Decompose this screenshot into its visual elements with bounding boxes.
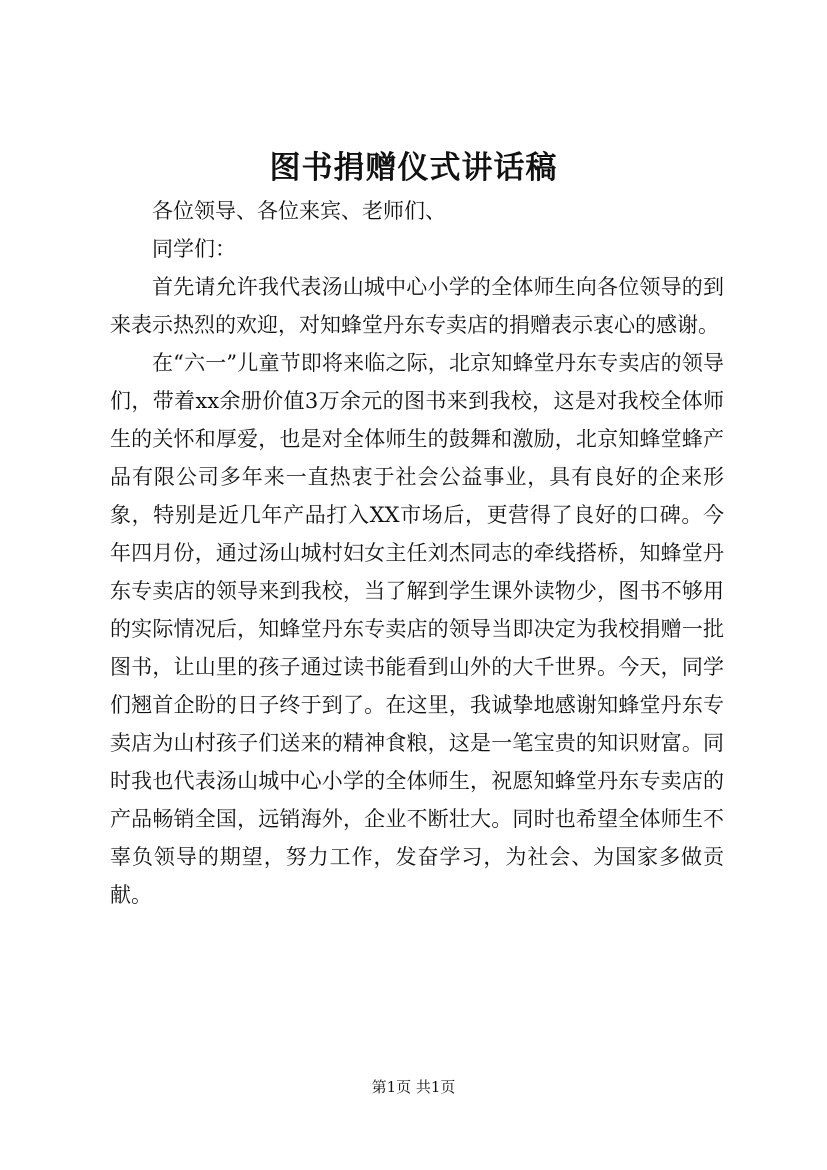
salutation-line-1: 各位领导、各位来宾、老师们、 xyxy=(152,199,446,223)
main-paragraph: 在“六一”儿童节即将来临之际，北京知蜂堂丹东专卖店的领导们，带着xx余册价值3万余元的图书来到我校，这是对我校全体师生的关怀和厚爱，也是对全体师生的鼓舞和激励，北京知蜂堂蜂产品有限公司多年来一直热衷于社会公益事业，具有良好的企来形象，特别是近几年产品打入XX市场后，更营得了良好的口碑。今年四月份，通过汤山城村妇女主任刘杰同志的牵线搭桥，知蜂堂丹东专卖店的领导来到我校，当了解到学生课外读物少，图书不够用的实际情况后，知蜂堂丹东专卖店的领导当即决定为我校捐赠一批图书，让山里的孩子通过读书能看到山外的大千世界。今天，同学们翘首企盼的日子终于到了。在这里，我诚挚地感谢知蜂堂丹东专卖店为山村孩子们送来的精神食粮，这是一笔宝贵的知识财富。同时我也代表汤山城中心小学的全体师生，祝愿知蜂堂丹东专卖店的产品畅销全国，远销海外，企业不断壮大。同时也希望全体师生不辜负领导的期望，努力工作，发奋学习，为社会、为国家多做贡献。 xyxy=(110,351,724,907)
page-number-footer: 第1页 共1页 xyxy=(371,1078,456,1096)
salutation-line-2: 同学们： xyxy=(152,237,236,261)
document-body xyxy=(110,192,724,914)
welcome-paragraph: 首先请允许我代表汤山城中心小学的全体师生向各位领导的到来表示热烈的欢迎，对知蜂堂丹东专卖店的捐赠表示衷心的感谢。 xyxy=(110,275,724,337)
document-title: 图书捐赠仪式讲话稿 xyxy=(269,150,558,186)
